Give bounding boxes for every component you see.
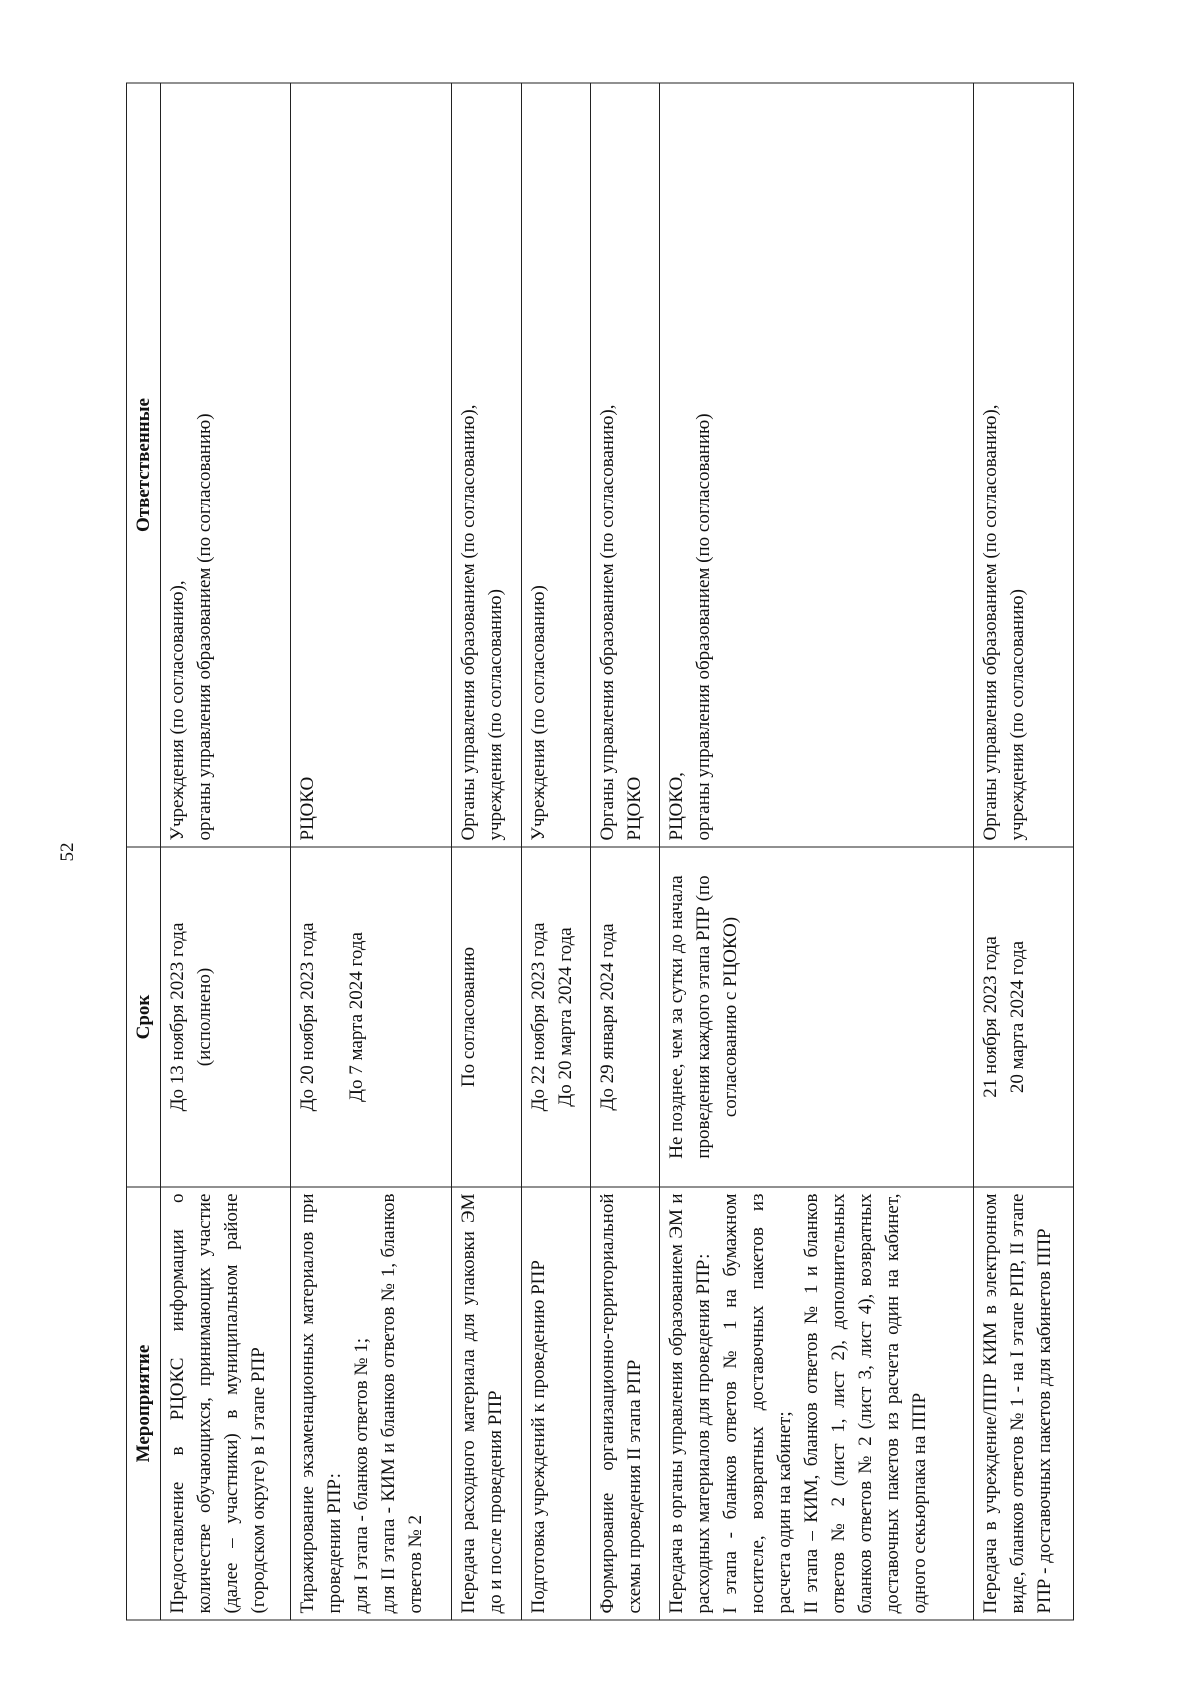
responsible-text: учреждения (по согласованию) [485,589,507,841]
events-table [126,83,1074,1621]
deadline-cell [161,847,291,1187]
deadline-cell [291,847,452,1187]
responsible-cell [521,83,590,847]
deadline-spacer [321,854,343,1181]
deadline-cell [452,847,521,1187]
responsible-text: РЦОКО, [665,772,687,841]
deadline-text: 20 марта 2024 года [1007,940,1029,1094]
responsible-text: РЦОКО [623,776,645,841]
responsible-cell [590,83,659,847]
header-event: Мероприятие [127,1187,161,1620]
deadline-cell [521,847,590,1187]
deadline-cell [974,847,1074,1187]
header-responsible: Ответственные [127,83,161,847]
responsible-text: Учреждения (по согласованию), [167,580,188,841]
deadline-cell [659,847,973,1187]
responsible-cell [974,83,1074,847]
header-deadline: Срок [127,847,161,1187]
responsible-text: Органы управления образованием (по согласованию), [596,404,618,841]
page-number: 52 [57,842,78,862]
responsible-text: органы управления образованием (по согласованию) [692,413,714,841]
event-text: для II этапа - КИМ и бланков ответов № 1, бланков ответов № 2 [378,1193,427,1614]
deadline-text: До 22 ноября 2023 года [527,922,549,1112]
deadline-text: (исполнено) [194,967,215,1067]
responsible-text: учреждения (по согласованию) [1007,589,1029,841]
event-text: I этапа - бланков ответов № 1 на бумажном носителе, возвратных доставочных пакетов из расчета один на кабинет; [719,1193,795,1614]
event-cell [161,1187,291,1620]
table-row [590,83,659,1620]
deadline-text: До 29 января 2024 года [596,923,618,1111]
deadline-cell [590,847,659,1187]
responsible-text: органы управления образованием (по согласованию) [194,413,215,841]
event-text: Передача расходного материала для упаковки ЭМ до и после проведения РПР [458,1193,507,1614]
event-text: для I этапа - бланков ответов № 1; [351,1337,373,1614]
responsible-cell [452,83,521,847]
deadline-text: Не позднее, чем за сутки до начала проведения каждого этапа РПР (по согласованию с РЦОКО) [665,875,741,1159]
responsible-text: Учреждения (по согласованию) [527,585,549,841]
deadline-text: До 20 ноября 2023 года [297,922,319,1112]
event-text: Формирование организационно-территориальной схемы проведения II этапа РПР [596,1193,645,1614]
event-cell [521,1187,590,1620]
event-text: Передача в учреждение/ППР КИМ в электронном виде, бланков ответов № 1 - на I этапе РПР, II этапе РПР - доставочных пакетов для кабинетов ППР [980,1193,1056,1614]
rotated-page-content [126,84,1074,1621]
responsible-text: Органы управления образованием (по согласованию), [980,404,1002,841]
event-text: Тиражирование экзаменационных материалов при проведении РПР: [297,1193,346,1614]
table-row [974,83,1074,1620]
event-text: II этапа – КИМ, бланков ответов № 1 и бланков ответов № 2 (лист 1, лист 2), дополнительных бланков ответов № 2 (лист 3, лист 4), возвратных доставочных пакетов из расчета один на кабинет, одного секьюрпака на ППР [800,1193,930,1614]
responsible-cell [291,83,452,847]
table-header-row [127,83,161,1620]
deadline-text: До 7 марта 2024 года [346,932,368,1102]
event-cell [452,1187,521,1620]
responsible-cell [161,83,291,847]
event-text: Предоставление в РЦОКС информации о количестве обучающихся, принимающих участие (далее – участники) в муниципальном районе (городском округе) в I этапе РПР [167,1193,269,1614]
deadline-text: До 20 марта 2024 года [554,927,576,1107]
deadline-text: По согласованию [458,946,480,1088]
responsible-cell [659,83,973,847]
table-row [521,83,590,1620]
table-row [452,83,521,1620]
table-row [659,83,973,1620]
table-row [161,83,291,1620]
deadline-text: До 13 ноября 2023 года [167,922,188,1112]
event-text: Подготовка учреждений к проведению РПР [527,1260,549,1614]
event-cell [590,1187,659,1620]
event-text: Передача в органы управления образованием ЭМ и расходных материалов для проведения РПР: [665,1193,714,1614]
responsible-text: Органы управления образованием (по согласованию), [458,404,480,841]
event-cell [974,1187,1074,1620]
event-cell [291,1187,452,1620]
responsible-text: РЦОКО [297,776,319,841]
deadline-text: 21 ноября 2023 года [980,936,1002,1098]
event-cell [659,1187,973,1620]
table-row [291,83,452,1620]
